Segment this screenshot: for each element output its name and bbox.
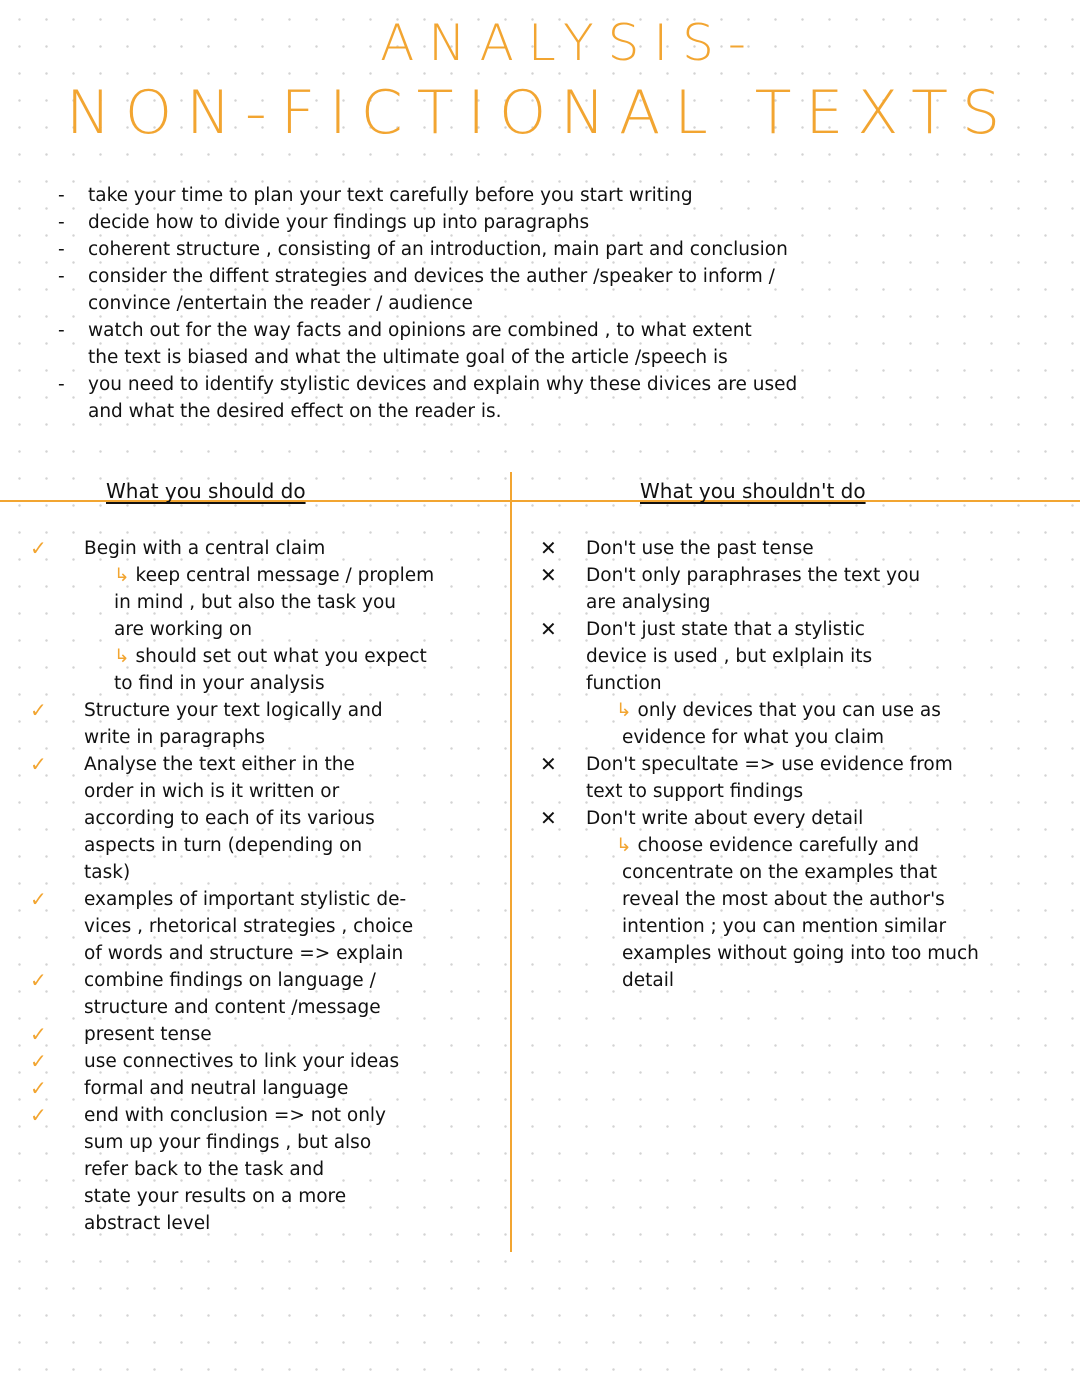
dos-item bbox=[30, 697, 500, 751]
arrow-icon: ↳ bbox=[114, 646, 130, 667]
donts-line: are analysing bbox=[586, 592, 711, 613]
donts-sub-line bbox=[538, 724, 1063, 751]
cross-icon: ✕ bbox=[540, 536, 557, 560]
arrow-icon: ↳ bbox=[114, 565, 130, 586]
intro-bullet bbox=[58, 182, 1048, 209]
dos-line: sum up your findings , but also bbox=[84, 1132, 372, 1153]
dos-line: present tense bbox=[84, 1024, 212, 1045]
dos-line: structure and content /message bbox=[84, 997, 381, 1018]
dos-item bbox=[30, 886, 500, 967]
dos-line: vices , rhetorical strategies , choice bbox=[84, 916, 414, 937]
dos-line: end with conclusion => not only bbox=[84, 1105, 387, 1126]
check-icon: ✓ bbox=[30, 1103, 47, 1127]
intro-bullet bbox=[58, 317, 1048, 371]
donts-sub-line bbox=[538, 940, 1063, 967]
intro-line: take your time to plan your text carefully before you start writing bbox=[88, 185, 693, 206]
donts-line: Don't write about every detail bbox=[586, 808, 864, 829]
intro-line: watch out for the way facts and opinions are combined , to what extent bbox=[88, 320, 752, 341]
dos-sub-text: keep central message / proplem bbox=[135, 565, 435, 586]
dos-sub-text: are working on bbox=[114, 619, 253, 640]
intro-line: and what the desired effect on the reader is. bbox=[88, 401, 502, 422]
donts-line: Don't just state that a stylistic bbox=[586, 619, 865, 640]
cross-icon: ✕ bbox=[540, 752, 557, 776]
donts-sub-line bbox=[538, 886, 1063, 913]
dos-line: Structure your text logically and bbox=[84, 700, 383, 721]
donts-sub-text: detail bbox=[622, 970, 674, 991]
check-icon: ✓ bbox=[30, 1022, 47, 1046]
dos-item bbox=[30, 1021, 500, 1048]
donts-item bbox=[538, 805, 1063, 994]
donts-line: Don't specultate => use evidence from bbox=[586, 754, 953, 775]
intro-bullet bbox=[58, 209, 1048, 236]
donts-sub-text: choose evidence carefully and bbox=[637, 835, 919, 856]
dos-sub-text: to find in your analysis bbox=[114, 673, 325, 694]
dos-line: task) bbox=[84, 862, 131, 883]
check-icon: ✓ bbox=[30, 887, 47, 911]
dash-marker: - bbox=[58, 374, 65, 395]
intro-list bbox=[58, 182, 1048, 425]
donts-line: text to support findings bbox=[586, 781, 804, 802]
donts-item bbox=[538, 751, 1063, 805]
dos-line: Begin with a central claim bbox=[84, 538, 326, 559]
intro-bullet bbox=[58, 263, 1048, 317]
donts-sub-text: intention ; you can mention similar bbox=[622, 916, 947, 937]
donts-sub-line bbox=[538, 913, 1063, 940]
dos-line: order in wich is it written or bbox=[84, 781, 340, 802]
check-icon: ✓ bbox=[30, 752, 47, 776]
dos-item bbox=[30, 751, 500, 886]
arrow-icon: ↳ bbox=[616, 700, 632, 721]
dos-line: refer back to the task and bbox=[84, 1159, 325, 1180]
donts-sub-text: examples without going into too much bbox=[622, 943, 979, 964]
dos-item bbox=[30, 1075, 500, 1102]
intro-line: you need to identify stylistic devices and explain why these divices are used bbox=[88, 374, 798, 395]
donts-sub-line bbox=[538, 697, 1063, 724]
title-line-1: ANALYSIS- bbox=[380, 14, 760, 72]
dos-item bbox=[30, 1048, 500, 1075]
donts-sub-line bbox=[538, 967, 1063, 994]
cross-icon: ✕ bbox=[540, 806, 557, 830]
check-icon: ✓ bbox=[30, 968, 47, 992]
donts-item bbox=[538, 616, 1063, 751]
cross-icon: ✕ bbox=[540, 563, 557, 587]
dos-sub-text: should set out what you expect bbox=[135, 646, 427, 667]
dash-marker: - bbox=[58, 239, 65, 260]
donts-item bbox=[538, 562, 1063, 616]
donts-sub-line bbox=[538, 832, 1063, 859]
dash-marker: - bbox=[58, 266, 65, 287]
title-line-2: NON-FICTIONAL TEXTS bbox=[65, 78, 1015, 148]
dos-item bbox=[30, 535, 500, 697]
donts-item bbox=[538, 535, 1063, 562]
donts-sub-text: concentrate on the examples that bbox=[622, 862, 938, 883]
dos-list bbox=[30, 535, 500, 1237]
intro-line: the text is biased and what the ultimate goal of the article /speech is bbox=[88, 347, 728, 368]
intro-bullet bbox=[58, 371, 1048, 425]
dash-marker: - bbox=[58, 212, 65, 233]
donts-sub-text: only devices that you can use as bbox=[637, 700, 941, 721]
donts-list bbox=[538, 535, 1063, 994]
arrow-icon: ↳ bbox=[616, 835, 632, 856]
dos-line: of words and structure => explain bbox=[84, 943, 404, 964]
dash-marker: - bbox=[58, 185, 65, 206]
dos-sub-text: in mind , but also the task you bbox=[114, 592, 396, 613]
donts-sub-text: reveal the most about the author's bbox=[622, 889, 945, 910]
cross-icon: ✕ bbox=[540, 617, 557, 641]
dos-line: combine findings on language / bbox=[84, 970, 376, 991]
dash-marker: - bbox=[58, 320, 65, 341]
dos-line: Analyse the text either in the bbox=[84, 754, 355, 775]
dos-line: examples of important stylistic de- bbox=[84, 889, 407, 910]
check-icon: ✓ bbox=[30, 1049, 47, 1073]
dos-line: formal and neutral language bbox=[84, 1078, 349, 1099]
dos-line: state your results on a more bbox=[84, 1186, 347, 1207]
dos-sub-line bbox=[30, 589, 500, 616]
intro-bullet bbox=[58, 236, 1048, 263]
vertical-divider bbox=[510, 472, 512, 1252]
dos-item bbox=[30, 1102, 500, 1237]
dos-line: use connectives to link your ideas bbox=[84, 1051, 400, 1072]
dos-line: according to each of its various bbox=[84, 808, 375, 829]
donts-sub-line bbox=[538, 859, 1063, 886]
donts-sub-text: evidence for what you claim bbox=[622, 727, 885, 748]
dos-line: write in paragraphs bbox=[84, 727, 265, 748]
donts-line: function bbox=[586, 673, 662, 694]
dos-sub-line bbox=[30, 616, 500, 643]
check-icon: ✓ bbox=[30, 698, 47, 722]
intro-line: convince /entertain the reader / audience bbox=[88, 293, 473, 314]
dos-sub-line bbox=[30, 562, 500, 589]
intro-line: decide how to divide your findings up into paragraphs bbox=[88, 212, 590, 233]
donts-line: Don't use the past tense bbox=[586, 538, 814, 559]
donts-line: device is used , but exlplain its bbox=[586, 646, 873, 667]
intro-line: coherent structure , consisting of an introduction, main part and conclusion bbox=[88, 239, 788, 260]
dos-sub-line bbox=[30, 670, 500, 697]
check-icon: ✓ bbox=[30, 1076, 47, 1100]
dos-line: aspects in turn (depending on bbox=[84, 835, 363, 856]
donts-heading: What you shouldn't do bbox=[640, 479, 866, 503]
check-icon: ✓ bbox=[30, 536, 47, 560]
dos-sub-line bbox=[30, 643, 500, 670]
dos-heading: What you should do bbox=[106, 479, 306, 503]
dos-line: abstract level bbox=[84, 1213, 211, 1234]
dos-item bbox=[30, 967, 500, 1021]
donts-line: Don't only paraphrases the text you bbox=[586, 565, 921, 586]
intro-line: consider the diffent strategies and devices the auther /speaker to inform / bbox=[88, 266, 775, 287]
